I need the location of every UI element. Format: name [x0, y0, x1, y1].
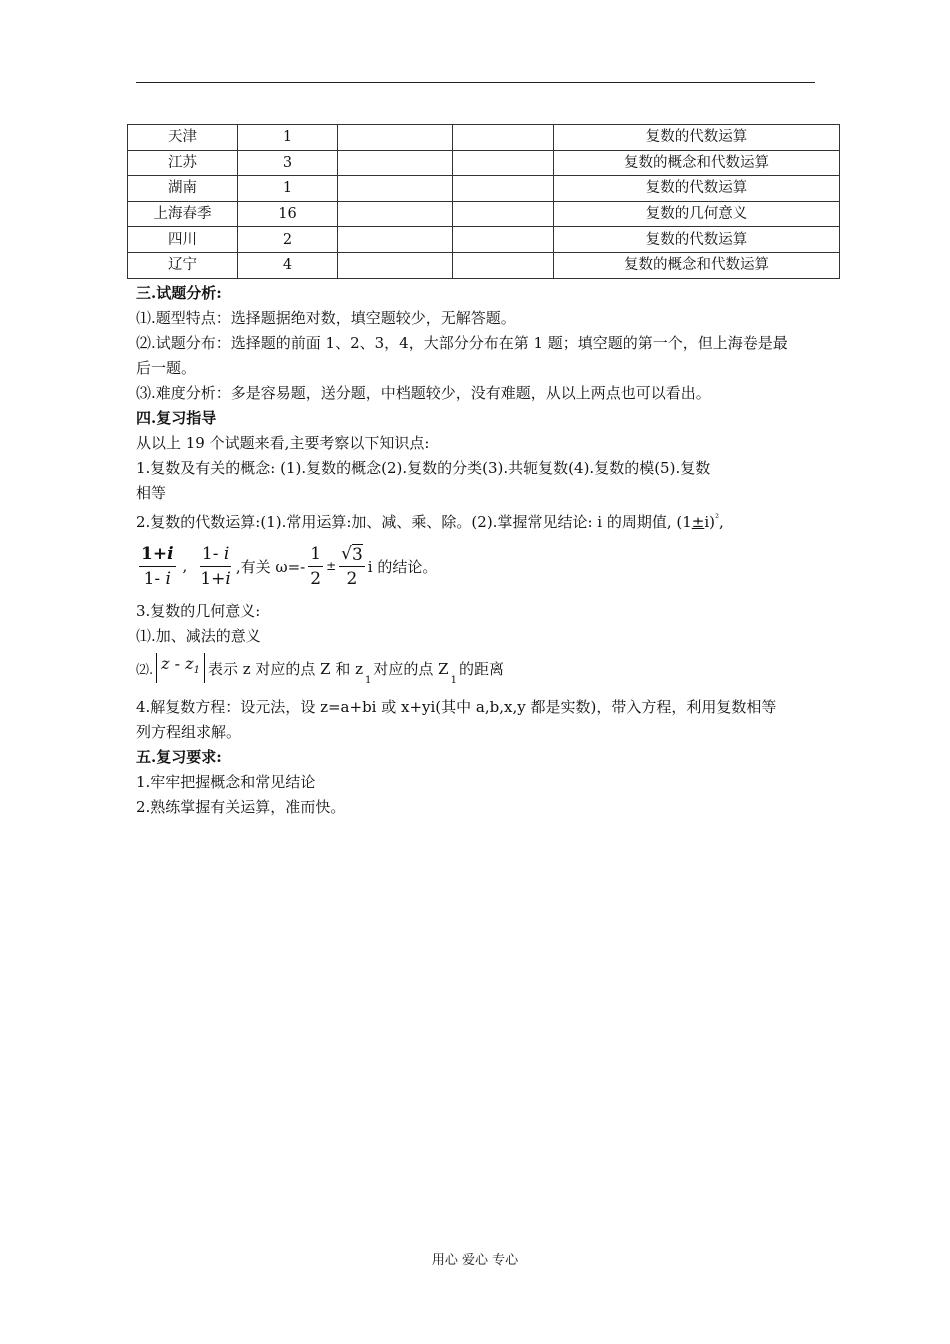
abs-value-expression: z - $z_1$	[156, 653, 205, 682]
table-cell	[453, 125, 554, 151]
table-cell: 辽宁	[128, 252, 238, 278]
section3-p2b: 后一题。	[136, 359, 197, 377]
table-cell	[338, 252, 453, 278]
table-cell	[338, 125, 453, 151]
section3-p1: ⑴.题型特点：选择题据绝对数，填空题较少，无解答题。	[136, 309, 516, 327]
table-cell	[453, 201, 554, 227]
fraction-1-minus-i-over-1-plus-i: $\frac{1- i}{1+i}$	[200, 543, 231, 589]
item2-pm: ±	[691, 513, 705, 531]
section5-item2: 2.熟练掌握有关运算，准而快。	[136, 798, 346, 816]
page-footer: 用心 爱心 专心	[431, 1253, 519, 1268]
section4-item2	[136, 506, 826, 535]
section4-intro: 从以上 19 个试题来看,主要考察以下知识点:	[136, 434, 430, 452]
table-cell: 天津	[128, 125, 238, 151]
section3-heading: 三.试题分析:	[136, 284, 222, 302]
item2-suffix: i)	[704, 513, 716, 531]
table-cell: 1	[238, 125, 338, 151]
table-cell: 复数的几何意义	[554, 201, 840, 227]
formula-pm: ±	[326, 559, 337, 573]
table-cell: 复数的代数运算	[554, 125, 840, 151]
table-cell: 2	[238, 227, 338, 253]
section3-p2a: ⑵.试题分布：选择题的前面 1、2、3，4，大部分分布在第 1 题；填空题的第一个，但上海卷是最	[136, 334, 788, 352]
fraction-one-half: $\frac{1}{2}$	[310, 543, 322, 589]
section4-item3-1: ⑴.加、减法的意义	[136, 627, 261, 645]
table-cell: 复数的代数运算	[554, 176, 840, 202]
exam-table	[127, 124, 840, 279]
table-row	[128, 252, 840, 278]
formula-tail: i 的结论。	[367, 557, 438, 576]
section3-p3: ⑶.难度分析：多是容易题，送分题，中档题较少，没有难题，从以上两点也可以看出。	[136, 384, 711, 402]
section4-item1b: 相等	[136, 484, 167, 502]
table-cell: 上海春季	[128, 201, 238, 227]
table-cell	[338, 201, 453, 227]
formula-row	[136, 539, 826, 593]
table-cell: 16	[238, 201, 338, 227]
fraction-sqrt3-over-2: √ 3 2	[341, 543, 363, 589]
fraction-1-plus-i-over-1-minus-i: $\frac{1+i}{1- i}$	[141, 543, 174, 589]
section5-heading: 五.复习要求:	[136, 748, 222, 766]
section4-item4a: 4.解复数方程：设元法，设 z=a+bi 或 x+yi(其中 a,b,x,y 都是实数)，带入方程，利用复数相等	[136, 698, 777, 716]
table-cell: 复数的概念和代数运算	[554, 252, 840, 278]
table-row	[128, 227, 840, 253]
table-cell	[453, 150, 554, 176]
table-row	[128, 201, 840, 227]
header-rule	[136, 82, 815, 83]
section5-item1: 1.牢牢把握概念和常见结论	[136, 773, 316, 791]
table-cell	[453, 252, 554, 278]
table-cell	[453, 176, 554, 202]
table-cell: 江苏	[128, 150, 238, 176]
formula-comma: ,	[182, 557, 188, 575]
table-cell: 复数的概念和代数运算	[554, 150, 840, 176]
section4-item4b: 列方程组求解。	[136, 723, 242, 741]
table-cell	[338, 227, 453, 253]
table-cell: 1	[238, 176, 338, 202]
item2-end: ,	[719, 513, 724, 531]
item2-prefix: 2.复数的代数运算:(1).常用运算:加、减、乘、除。(2).掌握常见结论: i 的周期值, (1	[136, 513, 692, 531]
table-cell: 4	[238, 252, 338, 278]
table-cell: 复数的代数运算	[554, 227, 840, 253]
section4-item3-2: ⑵. z - $z_1$ 表示 z 对应的点 Z 和 z 1 对应的点 Z 1 的距离	[136, 654, 504, 686]
section4-heading: 四.复习指导	[136, 409, 217, 427]
table-cell	[338, 176, 453, 202]
table-row	[128, 125, 840, 151]
table-cell	[453, 227, 554, 253]
section4-item1a: 1.复数及有关的概念: (1).复数的概念(2).复数的分类(3).共轭复数(4).复数的模(5).复数	[136, 459, 711, 477]
table-cell: 3	[238, 150, 338, 176]
section4-item3: 3.复数的几何意义:	[136, 602, 261, 620]
table-row	[128, 150, 840, 176]
table-cell: 四川	[128, 227, 238, 253]
table-row	[128, 176, 840, 202]
formula-mid-text: ,有关 ω=-	[235, 557, 306, 576]
sqrt-icon: √	[341, 543, 352, 564]
table-cell	[338, 150, 453, 176]
main-content	[136, 281, 826, 820]
table-cell: 湖南	[128, 176, 238, 202]
item2-sup: ²	[715, 513, 720, 524]
